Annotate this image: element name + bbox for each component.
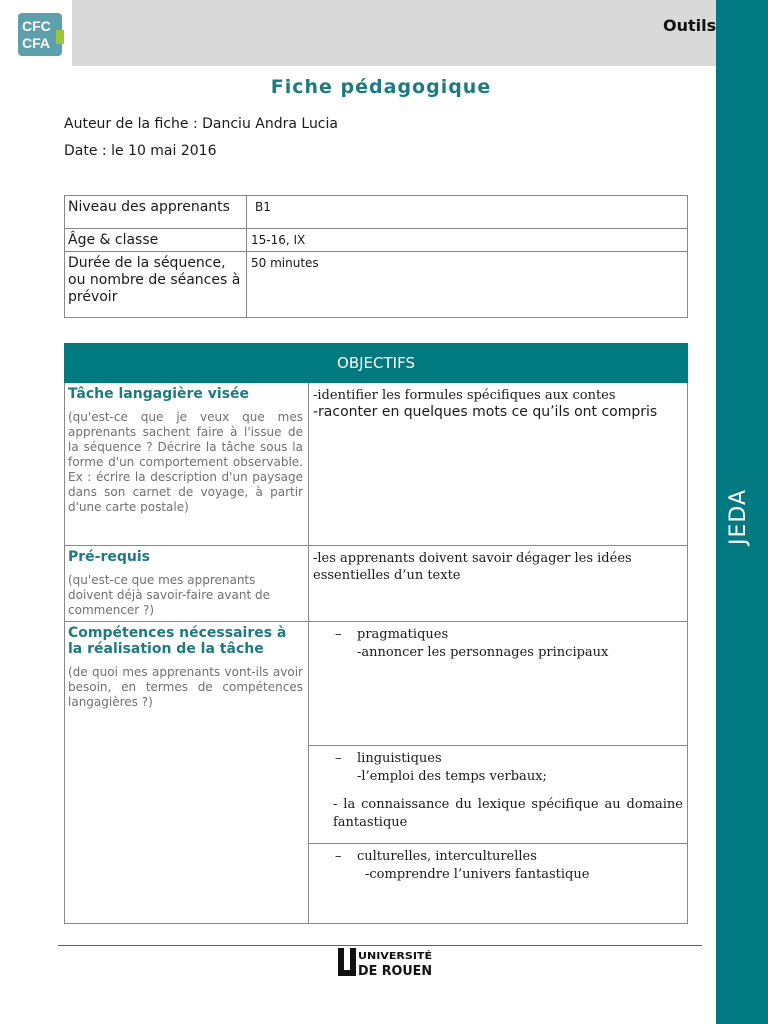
prerequis-label-cell xyxy=(65,546,309,622)
page-title: Fiche pédagogique xyxy=(270,76,492,98)
linguistiques-heading: linguistiques xyxy=(357,751,442,766)
bullet-dash: – xyxy=(335,627,342,642)
culturelles-line1: -comprendre l’univers fantastique xyxy=(365,867,590,882)
competences-title: Compétences nécessaires à la réalisation de la tâche xyxy=(68,625,287,657)
info-label: Âge & classe xyxy=(65,229,247,252)
info-label: Niveau des apprenants xyxy=(65,196,247,229)
tache-value-line2: -raconter en quelques mots ce qu’ils ont compris xyxy=(313,404,658,420)
cfc-cfa-logo xyxy=(16,10,64,58)
right-sidebar xyxy=(716,0,768,1024)
competences-description: (de quoi mes apprenants vont-ils avoir besoin, en termes de compétences langagières ?) xyxy=(68,665,303,709)
objectifs-table xyxy=(64,343,688,924)
tache-label-cell xyxy=(65,383,309,546)
tache-description: (qu'est-ce que je veux que mes apprenants sachent faire à l'issue de la séquence ? Décrire la tâche sous la forme d'un comportement observable. Ex : écrire la description d'un paysage dans son carnet de voyage, à partir d'une carte postale) xyxy=(68,410,303,514)
date-line: Date : le 10 mai 2016 xyxy=(64,143,217,159)
tache-value-cell xyxy=(309,383,688,546)
tache-title: Tâche langagière visée xyxy=(68,386,250,402)
culturelles-cell xyxy=(309,844,688,924)
logo-text-top: CFC xyxy=(22,18,51,34)
prerequis-description: (qu'est-ce que mes apprenants doivent déjà savoir-faire avant de commencer ?) xyxy=(68,573,270,617)
prerequis-value: -les apprenants doivent savoir dégager les idées essentielles d’un texte xyxy=(309,546,688,622)
linguistiques-line2: - la connaissance du lexique spécifique au domaine fantastique xyxy=(333,797,683,830)
info-row-duree xyxy=(65,252,688,318)
info-value: 50 minutes xyxy=(247,252,688,318)
tache-value-line1: -identifier les formules spécifiques aux contes xyxy=(313,388,616,403)
bullet-dash: – xyxy=(335,849,342,864)
row-tache xyxy=(65,383,688,546)
logo-text-bottom: CFA xyxy=(22,35,50,51)
logo-text-universite: UNIVERSITÉ xyxy=(358,951,426,962)
row-prerequis xyxy=(65,546,688,622)
info-value: B1 xyxy=(247,196,688,229)
prerequis-title: Pré-requis xyxy=(68,549,150,565)
logo-text-de-rouen: DE ROUEN xyxy=(358,964,432,978)
info-value: 15-16, IX xyxy=(247,229,688,252)
info-row-age xyxy=(65,229,688,252)
logo-bar-bottom xyxy=(338,970,356,976)
info-label: Durée de la séquence, ou nombre de séances à prévoir xyxy=(65,252,247,318)
competences-label-cell xyxy=(65,622,309,924)
sidebar-vertical-text: JEDA xyxy=(726,489,751,545)
pragmatiques-line1: -annoncer les personnages principaux xyxy=(357,645,609,660)
row-competences-pragmatiques xyxy=(65,622,688,746)
header-title: Outils xyxy=(663,16,717,35)
logo-accent xyxy=(56,30,64,44)
top-banner xyxy=(72,0,716,66)
objectifs-header: OBJECTIFS xyxy=(65,344,688,383)
author-line: Auteur de la fiche : Danciu Andra Lucia xyxy=(64,116,338,132)
pragmatiques-heading: pragmatiques xyxy=(357,627,449,642)
pragmatiques-cell xyxy=(309,622,688,746)
bullet-dash: – xyxy=(335,751,342,766)
info-row-niveau xyxy=(65,196,688,229)
linguistiques-line1: -l’emploi des temps verbaux; xyxy=(357,769,547,784)
info-table xyxy=(64,195,688,318)
linguistiques-cell xyxy=(309,746,688,844)
culturelles-heading: culturelles, interculturelles xyxy=(357,849,537,864)
universite-de-rouen-logo xyxy=(338,946,434,978)
logo-bar-right xyxy=(350,948,356,970)
